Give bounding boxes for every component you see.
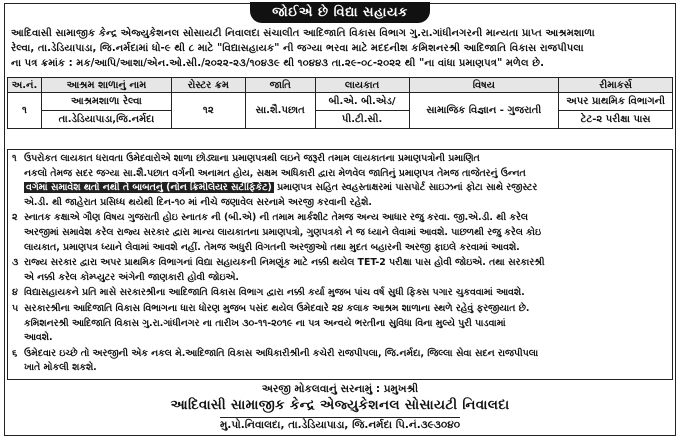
conditions-list (7, 149, 673, 380)
condition-line: એ.ડી. થી જાહેરાત પ્રસિધ્ધ થયેથી દિન-૧૦ માં નીચે જણાવેલ સરનામે અરજી કરવાની રહેશે. (24, 196, 372, 208)
intro-line: ના પત્ર ક્રમાંક : મક/આપિ/આશા/એન.ઓ.સી./૨૦૨૨-૨૩/૧૦૪૩૯ થી ૧૦૪૪૩ તા.૨૯-૦૮-૨૦૨૨ થી "ના વાંધા પ્રમાણપત્ર" મળેલ છે. (11, 58, 544, 69)
header-school: આશ્રમ શાળાનું નામ (41, 78, 171, 93)
cell-remarks-line1: અપર પ્રાથમિક વિભાગની (559, 93, 673, 111)
condition-line: એ નક્કી કરેલ કોમ્પ્યુટર અંગેની જાણકારી હોવી જોઇએ. (24, 271, 239, 283)
table-row (8, 93, 673, 111)
condition-line: લાયકાત, પ્રમાણપત્ર ધ્યાને લેવામાં આવશે નહીં. તેમજ અધુરી વિગતની અરજીઓ તથા મુદત બહારની અરજી ફાઇલે કરવામાં આવશે. (24, 241, 520, 253)
intro-line: આદિવાસી સામાજીક કેન્દ્ર એજ્યુકેશનલ સોસાયટી નિવાલદા સંચાલીત આદિજાતિ વિકાસ વિભાગ ગુ.રા.ગાંધીનગરની માન્યતા પ્રાપ્ત આશ્રમશાળા (11, 28, 595, 39)
cell-school-line2: તા.ડેડિયાપાડા,જિ.નર્મદા (41, 111, 171, 129)
condition-line: ખાતે મોકલી શકશે. (24, 362, 97, 374)
header-caste: જાતિ (245, 78, 315, 93)
address-label: અરજી મોકલવાનું સરનામું : પ્રમુખશ્રી (261, 383, 419, 395)
condition-number: ૫ (12, 302, 19, 314)
advertisement-page (4, 3, 676, 436)
condition-line: અરજીમાં સમાવેશ કરેલ રાજ્ય સરકાર દ્વારા માન્ય લાયકાતના પ્રમાણપત્રો, ગુણપત્રકો ને જ ધ્યાને લેવામાં આવશે. પાછળથી રજુ કરેલ કોઇ (24, 226, 542, 238)
page-title: જોઈએ છે વિદ્યા સહાયક (250, 2, 430, 23)
header-qualification: લાયકાત (315, 78, 409, 93)
condition-item (12, 347, 668, 376)
condition-item (12, 302, 668, 346)
condition-line: સ્નાતક કક્ષાએ ગૌણ વિષય ગુજરાતી હોઇ સ્નાતક ની (બી.એ) ની તમામ માર્કશીટ તેમજ અન્ય આધાર રજુ કરવા. જી.એ.ડી. થી કરેલ (24, 212, 528, 224)
condition-number: ૩ (12, 257, 19, 269)
highlighted-text: વર્ગમાં સમાવેશ થતો નથી તે બાબતનું (નોન ક્રિમીલેયર સર્ટીફિકેટ) (26, 182, 272, 194)
condition-number: ૨ (12, 212, 18, 224)
cell-remarks-line2: ટેટ-૨ પરીક્ષા પાસ (559, 111, 673, 129)
header-roster: રોસ્ટર ક્રમ (171, 78, 245, 93)
condition-item (12, 286, 668, 301)
cell-roster: ૧૨ (171, 93, 245, 129)
cell-caste: સા.શૈ.પછાત (245, 93, 315, 129)
condition-line: ઉપરોકત લાયકાત ધરાવતા ઉમેદવારોએ શાળા છોડ્યાના પ્રમાણપત્રથી લઇને જરૂરી તમામ લાયકાતના પ્રમાણપત્રોની પ્રમાણિત (24, 153, 480, 164)
cell-qualification-line2: પી.ટી.સી. (315, 111, 409, 129)
condition-number: ૬ (12, 347, 18, 359)
condition-line: આવશે. (24, 332, 53, 344)
condition-line: રાજ્ય સરકાર દ્વારા અપર પ્રાથમિક વિભાગનાં વિદ્યા સહાયકની નિમણૂંક માટે નક્કી થયેલ TET-2 પરીક્ષા પાસ હોવી જોઇએ. તથા સરકારશ્રી (24, 257, 545, 269)
condition-line: વિદ્યાસહાયકને પ્રતિ માસે સરકારશ્રીના આદિજાતિ વિકાસ વિભાગ દ્વારા નક્કી કર્યા મુજબ પાંચ વર્ષ સુધી ફિક્સ પગાર ચુકવવામાં આવશે. (24, 287, 525, 299)
cell-qualification-line1: બી.એ. બી.એડ/ (315, 93, 409, 111)
cell-subject: સામાજિક વિજ્ઞાન - ગુજરાતી (409, 93, 559, 129)
vacancy-table (7, 77, 673, 129)
condition-line: કમિશનરશ્રી આદિજાતિ વિકાસ ગુ.રા.ગાંધીનગર ના તારીખ ૩૦-૧૧-૨૦૧૯ ના પત્ર અન્વયે ભરતીના સુવિધા વિના મુલ્યે પુરી પાડવામાં (24, 317, 506, 329)
footer-address-block (5, 377, 675, 432)
table-header-row (8, 78, 673, 93)
table-row (8, 111, 673, 129)
header-subject: વિષય (409, 78, 559, 93)
header-remarks: રીમાકર્સ (559, 78, 673, 93)
cell-school-line1: આશ્રમશાળા રેલ્વા (41, 93, 171, 111)
condition-line: નકલો તેમજ સદર જગ્યા સા.શૈ.પછાત વર્ગની અનામત હોય, સક્ષમ અધિકારી દ્વારા મેળવેલ જાતિનું પ્રમાણપત્ર તેમજ તાજેતરનું ઉન્નત (24, 167, 526, 179)
condition-item (12, 256, 668, 285)
header-serial: અ.નં. (8, 78, 42, 93)
condition-line: ઉમેદવાર ઇચ્છે તો અરજીની એક નકલ મે.આદિજાતિ વિકાસ અધિકારીશ્રીની કચેરી રાજપીપલા, જિ.નર્મદા, જિલ્લા સેવા સદન રાજપીપલા (24, 347, 539, 359)
condition-line: પ્રમાણપત્ર સહિત સ્વહસ્તાક્ષરમાં પાસપોર્ટ સાઇઝનાં ફોટા સાથે રજીસ્ટર (273, 182, 538, 194)
condition-number: ૪ (12, 287, 18, 299)
organization-name: આદિવાસી સામાજીક કેન્દ્ર એજ્યુકેશનલ સોસાયટી નિવાલદા (170, 397, 510, 413)
intro-paragraph (11, 26, 669, 71)
condition-item (12, 211, 668, 255)
condition-item (12, 152, 668, 210)
postal-address: મુ.પો.નિવાલદા, તા.ડેડિયાપાડા, જિ.નર્મદા પિ.નં.૩૯૩૦૪૦ (219, 419, 461, 431)
cell-serial: ૧ (8, 93, 42, 129)
title-banner (5, 1, 675, 23)
intro-line: રેલ્વા, તા.ડેડિયાપાડા, જિ.નર્મદામાં ધો-૯ થી ૮ માટે "વિદ્યાસહાયક" ની જગ્યા ભરવા માટે મદદનીશ કમિશનરશ્રી આદિજાતિ વિકાસ રાજપીપલા (11, 43, 584, 54)
condition-number: ૧ (12, 153, 17, 164)
condition-line: સરકારશ્રીના આદિજાતિ વિકાસ વિભાગના ધારા ધોરણ મુજબ પસંદ થયેલ ઉમેદવારે ૨૪ કલાક આશ્રમ શાળાના સ્થળે રહેવું ફરજીયાત છે. (24, 302, 530, 314)
